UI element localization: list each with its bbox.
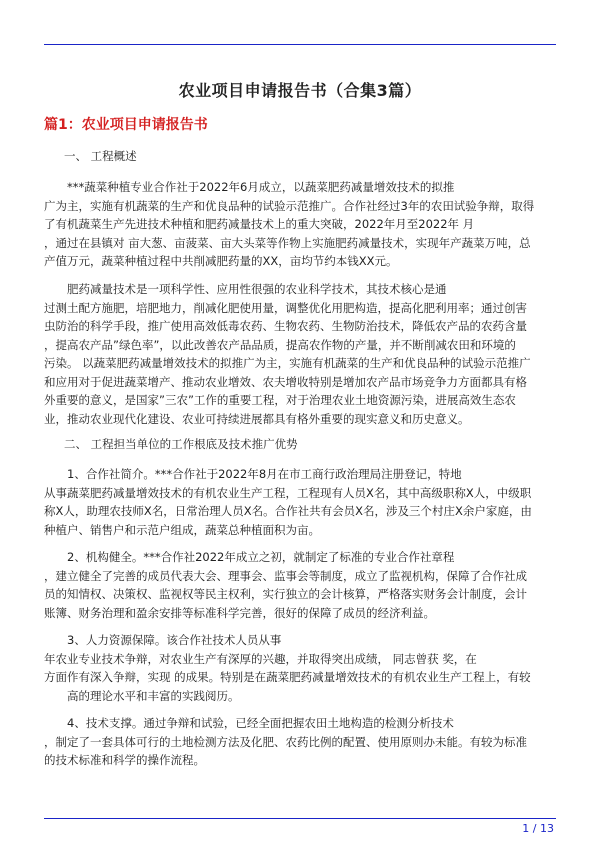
text-line: 从事蔬菜肥药减量增效技术的有机农业生产工程，工程现有人员X名，其中高级职称X人，中级职 bbox=[44, 485, 532, 500]
text-line: ，通过在县镇对 亩大葱、亩菠菜、亩大头菜等作物上实施肥药减量技术，实现年产蔬菜万吨，总 bbox=[44, 235, 531, 250]
text-line: ，提高农产品”绿色率”，以此改善农产品品质，提高农作物的产量，并不断削减农田和环境的 bbox=[44, 337, 516, 352]
document-title: 农业项目申请报告书（合集3篇） bbox=[178, 81, 422, 100]
text-line: 和应用对于促进蔬菜增产、推动农业增效、农夫增收特别是增加农产品市场竞争力方面都具有格 bbox=[44, 374, 527, 389]
section-heading-overview: 一、 工程概述 bbox=[64, 149, 137, 163]
text-line: ，建立健全了完善的成员代表大会、理事会、监事会等制度，成立了监视机构，保障了合作社成 bbox=[44, 568, 527, 583]
text-line: 了有机蔬菜生产先进技术种植和肥药减量技术上的重大突破，2022年月至2022年 月 bbox=[44, 217, 475, 231]
text-line: 过测土配方施肥，培肥地力，削减化肥使用量，调整优化用肥构造，提高化肥利用率；通过创害 bbox=[44, 300, 527, 315]
text-line: 称X人，助理农技师X名，日常治理人员X名。合作社共有会员X名，涉及三个村庄X余户家庭，由 bbox=[44, 504, 532, 518]
header-rule bbox=[44, 44, 556, 45]
text-line: 虫防治的科学手段，推广使用高效低毒农药、生物农药、生物防治技术，降低农产品的农药含量 bbox=[44, 319, 527, 333]
text-line: 肥药减量技术是一项科学性、应用性很强的农业科学技术，其技术核心是通 bbox=[67, 282, 447, 296]
chapter-title: 篇1：农业项目申请报告书 bbox=[44, 117, 208, 133]
footer-rule bbox=[44, 818, 556, 819]
text-line: 高的理论水平和丰富的实践阅历。 bbox=[67, 688, 240, 703]
text-line: 账簿、财务治理和盈余安排等标准科学完善，很好的保障了成员的经济利益。 bbox=[44, 605, 435, 620]
paragraph-overview-1 bbox=[44, 178, 556, 271]
text-line: 3、人力资源保障。该合作社技术人员从事 bbox=[67, 633, 282, 647]
paragraph-overview-2 bbox=[44, 280, 556, 428]
paragraph-human-resources bbox=[44, 631, 556, 705]
text-line: 的技术标准和科学的操作流程。 bbox=[44, 753, 205, 767]
paragraph-organization bbox=[44, 548, 556, 622]
page-indicator: 1 / 13 bbox=[522, 822, 554, 835]
text-line: 1、合作社简介。***合作社于2022年8月在市工商行政治理局注册登记，特地 bbox=[67, 467, 462, 481]
text-line: ***蔬菜种植专业合作社于2022年6月成立，以蔬菜肥药减量增效技术的拟推 bbox=[67, 180, 455, 194]
text-line: 产值万元，蔬菜种植过程中共削减肥药量的XX，亩均节约本钱XX元。 bbox=[44, 254, 398, 268]
text-line: 广为主，实施有机蔬菜的生产和优良品种的试验示范推广。合作社经过3年的农田试验争辩，取得 bbox=[44, 198, 535, 213]
text-line: 员的知情权、决策权、监视权等民主权利，实行独立的会计核算，严格落实财务会计制度，会计 bbox=[44, 587, 527, 601]
text-line: 方面作有深入争辩，实现 的成果。特别是在蔬菜肥药减量增效技术的有机农业生产工程上，有较 bbox=[44, 670, 531, 684]
text-line: 业，推动农业现代化建设、农业可持续进展都具有格外重要的现实意义和历史意义。 bbox=[44, 411, 470, 426]
paragraph-coop-intro bbox=[44, 465, 556, 539]
text-line: 2、机构健全。***合作社2022年成立之初，就制定了标准的专业合作社章程 bbox=[67, 550, 455, 564]
text-line: ，制定了一套具体可行的土地检测方法及化肥、农药比例的配置、使用原则办未能。有较为标准 bbox=[44, 734, 527, 749]
text-line: 污染。 以蔬菜肥药减量增效技术的拟推广为主，实施有机蔬菜的生产和优良品种的试验示范推广 bbox=[44, 356, 531, 370]
text-line: 年农业专业技术争辩，对农业生产有深厚的兴趣，并取得突出成绩， 同志曾获 奖，在 bbox=[44, 651, 477, 666]
text-line: 外重要的意义，是国家”三农”工作的重要工程，对于治理农业土地资源污染，进展高效生态农 bbox=[44, 393, 516, 407]
section-heading-foundation: 二、 工程担当单位的工作根底及技术推广优势 bbox=[64, 437, 298, 451]
text-line: 种植户、销售户和示范户组成，蔬菜总种植面积为亩。 bbox=[44, 522, 320, 537]
paragraph-tech-support bbox=[44, 714, 556, 770]
text-line: 4、技术支撑。通过争辩和试验，已经全面把握农田土地构造的检测分析技术 bbox=[67, 716, 454, 730]
